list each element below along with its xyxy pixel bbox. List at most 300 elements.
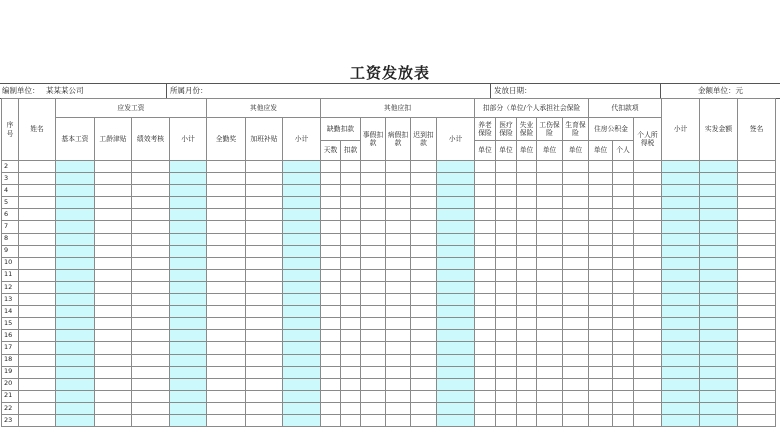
- table-cell[interactable]: [411, 269, 437, 281]
- table-cell[interactable]: [537, 402, 563, 414]
- table-cell[interactable]: [437, 245, 475, 257]
- table-cell[interactable]: [170, 185, 207, 197]
- table-cell[interactable]: [437, 221, 475, 233]
- table-cell[interactable]: [517, 402, 537, 414]
- table-cell[interactable]: [496, 209, 517, 221]
- table-cell[interactable]: [634, 414, 662, 426]
- table-cell[interactable]: [738, 306, 776, 318]
- table-cell[interactable]: [496, 197, 517, 209]
- table-cell[interactable]: [437, 366, 475, 378]
- table-cell[interactable]: [589, 354, 613, 366]
- table-cell[interactable]: [589, 269, 613, 281]
- table-cell[interactable]: [19, 330, 56, 342]
- table-cell[interactable]: [589, 221, 613, 233]
- table-cell[interactable]: [589, 257, 613, 269]
- table-cell[interactable]: [738, 197, 776, 209]
- table-cell[interactable]: [563, 197, 589, 209]
- table-cell[interactable]: [283, 378, 321, 390]
- table-cell[interactable]: [589, 414, 613, 426]
- table-cell[interactable]: [613, 402, 634, 414]
- table-cell[interactable]: [475, 306, 496, 318]
- table-cell[interactable]: [341, 269, 361, 281]
- table-cell[interactable]: [246, 390, 283, 402]
- table-cell[interactable]: [95, 161, 132, 173]
- table-cell[interactable]: [662, 281, 700, 293]
- table-cell[interactable]: [341, 221, 361, 233]
- table-cell[interactable]: [132, 402, 170, 414]
- table-cell[interactable]: [437, 161, 475, 173]
- table-cell[interactable]: [738, 402, 776, 414]
- table-cell[interactable]: [613, 342, 634, 354]
- table-cell[interactable]: [170, 233, 207, 245]
- table-cell[interactable]: [437, 294, 475, 306]
- table-cell[interactable]: [56, 414, 95, 426]
- table-cell[interactable]: [321, 257, 341, 269]
- table-cell[interactable]: [496, 281, 517, 293]
- table-cell[interactable]: [341, 342, 361, 354]
- table-cell[interactable]: [411, 402, 437, 414]
- table-cell[interactable]: [283, 414, 321, 426]
- table-cell[interactable]: [662, 366, 700, 378]
- table-cell[interactable]: [496, 354, 517, 366]
- table-cell[interactable]: [437, 378, 475, 390]
- table-cell[interactable]: [437, 185, 475, 197]
- table-cell[interactable]: [321, 366, 341, 378]
- table-cell[interactable]: [496, 390, 517, 402]
- table-cell[interactable]: [361, 185, 386, 197]
- table-cell[interactable]: [613, 245, 634, 257]
- table-cell[interactable]: [537, 378, 563, 390]
- table-cell[interactable]: [634, 366, 662, 378]
- table-cell[interactable]: [95, 366, 132, 378]
- table-cell[interactable]: [361, 233, 386, 245]
- table-cell[interactable]: [170, 318, 207, 330]
- table-cell[interactable]: [537, 294, 563, 306]
- table-cell[interactable]: [207, 342, 246, 354]
- table-cell[interactable]: [246, 306, 283, 318]
- table-cell[interactable]: [537, 354, 563, 366]
- table-cell[interactable]: [246, 185, 283, 197]
- table-cell[interactable]: [56, 173, 95, 185]
- table-cell[interactable]: [361, 245, 386, 257]
- table-cell[interactable]: [132, 161, 170, 173]
- table-cell[interactable]: [662, 414, 700, 426]
- table-cell[interactable]: [321, 245, 341, 257]
- table-cell[interactable]: [563, 366, 589, 378]
- table-cell[interactable]: [386, 245, 411, 257]
- table-cell[interactable]: [700, 269, 738, 281]
- table-cell[interactable]: [563, 294, 589, 306]
- table-cell[interactable]: [361, 306, 386, 318]
- table-cell[interactable]: [700, 294, 738, 306]
- table-cell[interactable]: [207, 221, 246, 233]
- table-cell[interactable]: [283, 197, 321, 209]
- table-cell[interactable]: [475, 245, 496, 257]
- table-cell[interactable]: [537, 281, 563, 293]
- table-cell[interactable]: [517, 281, 537, 293]
- table-cell[interactable]: [563, 354, 589, 366]
- table-cell[interactable]: [361, 294, 386, 306]
- table-cell[interactable]: [589, 330, 613, 342]
- table-cell[interactable]: [170, 221, 207, 233]
- table-cell[interactable]: [662, 306, 700, 318]
- table-cell[interactable]: [475, 402, 496, 414]
- table-cell[interactable]: [589, 209, 613, 221]
- table-cell[interactable]: [386, 233, 411, 245]
- table-cell[interactable]: [437, 173, 475, 185]
- table-cell[interactable]: [95, 402, 132, 414]
- table-cell[interactable]: [19, 306, 56, 318]
- table-cell[interactable]: [496, 221, 517, 233]
- table-cell[interactable]: [321, 161, 341, 173]
- table-cell[interactable]: [341, 366, 361, 378]
- table-cell[interactable]: [321, 306, 341, 318]
- table-cell[interactable]: [738, 366, 776, 378]
- table-cell[interactable]: [95, 281, 132, 293]
- table-cell[interactable]: [475, 269, 496, 281]
- table-cell[interactable]: [738, 173, 776, 185]
- table-cell[interactable]: [496, 318, 517, 330]
- table-cell[interactable]: [386, 197, 411, 209]
- table-cell[interactable]: [700, 366, 738, 378]
- table-cell[interactable]: [321, 414, 341, 426]
- table-cell[interactable]: [56, 402, 95, 414]
- table-cell[interactable]: [496, 378, 517, 390]
- table-cell[interactable]: [738, 257, 776, 269]
- table-cell[interactable]: [517, 294, 537, 306]
- table-cell[interactable]: [95, 414, 132, 426]
- table-cell[interactable]: [132, 378, 170, 390]
- table-cell[interactable]: [207, 173, 246, 185]
- table-cell[interactable]: [496, 161, 517, 173]
- table-cell[interactable]: [613, 354, 634, 366]
- table-cell[interactable]: [613, 306, 634, 318]
- table-cell[interactable]: [411, 161, 437, 173]
- table-cell[interactable]: [700, 245, 738, 257]
- table-cell[interactable]: [634, 390, 662, 402]
- table-cell[interactable]: [56, 209, 95, 221]
- table-cell[interactable]: [563, 209, 589, 221]
- table-cell[interactable]: [283, 281, 321, 293]
- table-cell[interactable]: [361, 354, 386, 366]
- table-cell[interactable]: [700, 257, 738, 269]
- table-cell[interactable]: [700, 390, 738, 402]
- table-cell[interactable]: [56, 197, 95, 209]
- table-cell[interactable]: [246, 402, 283, 414]
- table-cell[interactable]: [321, 281, 341, 293]
- table-cell[interactable]: [95, 185, 132, 197]
- table-cell[interactable]: [496, 269, 517, 281]
- table-cell[interactable]: [341, 257, 361, 269]
- table-cell[interactable]: [700, 318, 738, 330]
- table-cell[interactable]: [437, 257, 475, 269]
- table-cell[interactable]: [411, 185, 437, 197]
- table-cell[interactable]: [95, 257, 132, 269]
- table-cell[interactable]: [496, 366, 517, 378]
- table-cell[interactable]: [589, 185, 613, 197]
- table-cell[interactable]: [95, 233, 132, 245]
- table-cell[interactable]: [283, 342, 321, 354]
- table-cell[interactable]: [613, 366, 634, 378]
- table-cell[interactable]: [321, 269, 341, 281]
- table-cell[interactable]: [738, 294, 776, 306]
- table-cell[interactable]: [634, 245, 662, 257]
- table-cell[interactable]: [95, 318, 132, 330]
- table-cell[interactable]: [341, 233, 361, 245]
- table-cell[interactable]: [95, 390, 132, 402]
- table-cell[interactable]: [475, 378, 496, 390]
- table-cell[interactable]: [411, 366, 437, 378]
- table-cell[interactable]: [361, 221, 386, 233]
- table-cell[interactable]: [95, 354, 132, 366]
- table-cell[interactable]: [700, 221, 738, 233]
- table-cell[interactable]: [563, 318, 589, 330]
- table-cell[interactable]: [475, 294, 496, 306]
- table-cell[interactable]: [207, 281, 246, 293]
- table-cell[interactable]: [56, 318, 95, 330]
- table-cell[interactable]: [589, 366, 613, 378]
- table-cell[interactable]: [563, 269, 589, 281]
- table-cell[interactable]: [517, 233, 537, 245]
- table-cell[interactable]: [246, 221, 283, 233]
- table-cell[interactable]: [563, 390, 589, 402]
- table-cell[interactable]: [517, 257, 537, 269]
- table-cell[interactable]: [738, 330, 776, 342]
- table-cell[interactable]: [437, 281, 475, 293]
- table-cell[interactable]: [246, 269, 283, 281]
- table-cell[interactable]: [56, 257, 95, 269]
- table-cell[interactable]: [170, 402, 207, 414]
- table-cell[interactable]: [341, 354, 361, 366]
- table-cell[interactable]: [246, 281, 283, 293]
- table-cell[interactable]: [563, 306, 589, 318]
- table-cell[interactable]: [321, 209, 341, 221]
- table-cell[interactable]: [475, 318, 496, 330]
- table-cell[interactable]: [56, 366, 95, 378]
- table-cell[interactable]: [700, 197, 738, 209]
- table-cell[interactable]: [361, 173, 386, 185]
- table-cell[interactable]: [283, 318, 321, 330]
- table-cell[interactable]: [361, 390, 386, 402]
- table-cell[interactable]: [563, 221, 589, 233]
- table-cell[interactable]: [738, 209, 776, 221]
- table-cell[interactable]: [321, 294, 341, 306]
- table-cell[interactable]: [386, 306, 411, 318]
- table-cell[interactable]: [437, 354, 475, 366]
- table-cell[interactable]: [700, 402, 738, 414]
- table-cell[interactable]: [738, 342, 776, 354]
- table-cell[interactable]: [517, 197, 537, 209]
- table-cell[interactable]: [321, 330, 341, 342]
- table-cell[interactable]: [634, 269, 662, 281]
- table-cell[interactable]: [170, 294, 207, 306]
- table-cell[interactable]: [341, 161, 361, 173]
- table-cell[interactable]: [246, 342, 283, 354]
- table-cell[interactable]: [19, 233, 56, 245]
- table-cell[interactable]: [589, 342, 613, 354]
- table-cell[interactable]: [207, 269, 246, 281]
- table-cell[interactable]: [411, 233, 437, 245]
- table-cell[interactable]: [170, 342, 207, 354]
- table-cell[interactable]: [246, 161, 283, 173]
- table-cell[interactable]: [341, 390, 361, 402]
- table-cell[interactable]: [207, 402, 246, 414]
- table-cell[interactable]: [246, 414, 283, 426]
- table-cell[interactable]: [283, 173, 321, 185]
- table-cell[interactable]: [341, 209, 361, 221]
- table-cell[interactable]: [56, 390, 95, 402]
- table-cell[interactable]: [634, 197, 662, 209]
- table-cell[interactable]: [341, 330, 361, 342]
- table-cell[interactable]: [537, 173, 563, 185]
- table-cell[interactable]: [537, 257, 563, 269]
- table-cell[interactable]: [283, 161, 321, 173]
- table-cell[interactable]: [283, 354, 321, 366]
- table-cell[interactable]: [613, 281, 634, 293]
- table-cell[interactable]: [634, 294, 662, 306]
- table-cell[interactable]: [386, 185, 411, 197]
- table-cell[interactable]: [56, 378, 95, 390]
- table-cell[interactable]: [411, 378, 437, 390]
- table-cell[interactable]: [411, 414, 437, 426]
- table-cell[interactable]: [563, 402, 589, 414]
- table-cell[interactable]: [496, 294, 517, 306]
- table-cell[interactable]: [386, 294, 411, 306]
- table-cell[interactable]: [613, 161, 634, 173]
- table-cell[interactable]: [738, 221, 776, 233]
- table-cell[interactable]: [170, 378, 207, 390]
- table-cell[interactable]: [19, 294, 56, 306]
- table-cell[interactable]: [537, 197, 563, 209]
- table-cell[interactable]: [361, 366, 386, 378]
- table-cell[interactable]: [634, 221, 662, 233]
- table-cell[interactable]: [170, 390, 207, 402]
- table-cell[interactable]: [341, 414, 361, 426]
- table-cell[interactable]: [613, 414, 634, 426]
- table-cell[interactable]: [589, 306, 613, 318]
- table-cell[interactable]: [132, 233, 170, 245]
- table-cell[interactable]: [321, 318, 341, 330]
- table-cell[interactable]: [537, 185, 563, 197]
- table-cell[interactable]: [589, 318, 613, 330]
- table-cell[interactable]: [437, 342, 475, 354]
- table-cell[interactable]: [207, 257, 246, 269]
- table-cell[interactable]: [19, 366, 56, 378]
- table-cell[interactable]: [662, 185, 700, 197]
- table-cell[interactable]: [662, 233, 700, 245]
- table-cell[interactable]: [662, 269, 700, 281]
- table-cell[interactable]: [386, 173, 411, 185]
- table-cell[interactable]: [411, 342, 437, 354]
- table-cell[interactable]: [386, 318, 411, 330]
- table-cell[interactable]: [437, 414, 475, 426]
- table-cell[interactable]: [207, 318, 246, 330]
- table-cell[interactable]: [517, 366, 537, 378]
- table-cell[interactable]: [283, 366, 321, 378]
- table-cell[interactable]: [411, 294, 437, 306]
- table-cell[interactable]: [170, 306, 207, 318]
- table-cell[interactable]: [386, 269, 411, 281]
- table-cell[interactable]: [386, 366, 411, 378]
- table-cell[interactable]: [589, 233, 613, 245]
- table-cell[interactable]: [341, 318, 361, 330]
- table-cell[interactable]: [475, 257, 496, 269]
- table-cell[interactable]: [589, 402, 613, 414]
- table-cell[interactable]: [662, 209, 700, 221]
- table-cell[interactable]: [475, 209, 496, 221]
- table-cell[interactable]: [207, 306, 246, 318]
- table-cell[interactable]: [56, 161, 95, 173]
- table-cell[interactable]: [496, 330, 517, 342]
- table-cell[interactable]: [537, 330, 563, 342]
- table-cell[interactable]: [411, 318, 437, 330]
- table-cell[interactable]: [589, 197, 613, 209]
- table-cell[interactable]: [589, 161, 613, 173]
- table-cell[interactable]: [132, 354, 170, 366]
- table-cell[interactable]: [700, 233, 738, 245]
- table-cell[interactable]: [738, 161, 776, 173]
- table-cell[interactable]: [517, 390, 537, 402]
- table-cell[interactable]: [563, 330, 589, 342]
- table-cell[interactable]: [537, 414, 563, 426]
- table-cell[interactable]: [19, 161, 56, 173]
- table-cell[interactable]: [634, 378, 662, 390]
- table-cell[interactable]: [437, 402, 475, 414]
- table-cell[interactable]: [341, 378, 361, 390]
- table-cell[interactable]: [56, 185, 95, 197]
- table-cell[interactable]: [496, 233, 517, 245]
- table-cell[interactable]: [537, 390, 563, 402]
- table-cell[interactable]: [386, 221, 411, 233]
- table-cell[interactable]: [170, 414, 207, 426]
- table-cell[interactable]: [662, 161, 700, 173]
- table-cell[interactable]: [662, 294, 700, 306]
- table-cell[interactable]: [246, 233, 283, 245]
- table-cell[interactable]: [283, 390, 321, 402]
- table-cell[interactable]: [283, 209, 321, 221]
- table-cell[interactable]: [662, 221, 700, 233]
- table-cell[interactable]: [361, 257, 386, 269]
- table-cell[interactable]: [56, 294, 95, 306]
- table-cell[interactable]: [283, 233, 321, 245]
- table-cell[interactable]: [19, 378, 56, 390]
- table-cell[interactable]: [95, 221, 132, 233]
- table-cell[interactable]: [132, 390, 170, 402]
- table-cell[interactable]: [19, 221, 56, 233]
- table-cell[interactable]: [613, 378, 634, 390]
- table-cell[interactable]: [246, 197, 283, 209]
- table-cell[interactable]: [475, 330, 496, 342]
- table-cell[interactable]: [411, 173, 437, 185]
- table-cell[interactable]: [95, 245, 132, 257]
- table-cell[interactable]: [361, 281, 386, 293]
- table-cell[interactable]: [634, 185, 662, 197]
- table-cell[interactable]: [700, 281, 738, 293]
- table-cell[interactable]: [475, 185, 496, 197]
- table-cell[interactable]: [700, 330, 738, 342]
- table-cell[interactable]: [517, 161, 537, 173]
- table-cell[interactable]: [95, 209, 132, 221]
- table-cell[interactable]: [700, 173, 738, 185]
- table-cell[interactable]: [246, 330, 283, 342]
- table-cell[interactable]: [246, 257, 283, 269]
- table-cell[interactable]: [170, 245, 207, 257]
- table-cell[interactable]: [19, 390, 56, 402]
- table-cell[interactable]: [662, 318, 700, 330]
- table-cell[interactable]: [437, 306, 475, 318]
- table-cell[interactable]: [19, 354, 56, 366]
- table-cell[interactable]: [517, 221, 537, 233]
